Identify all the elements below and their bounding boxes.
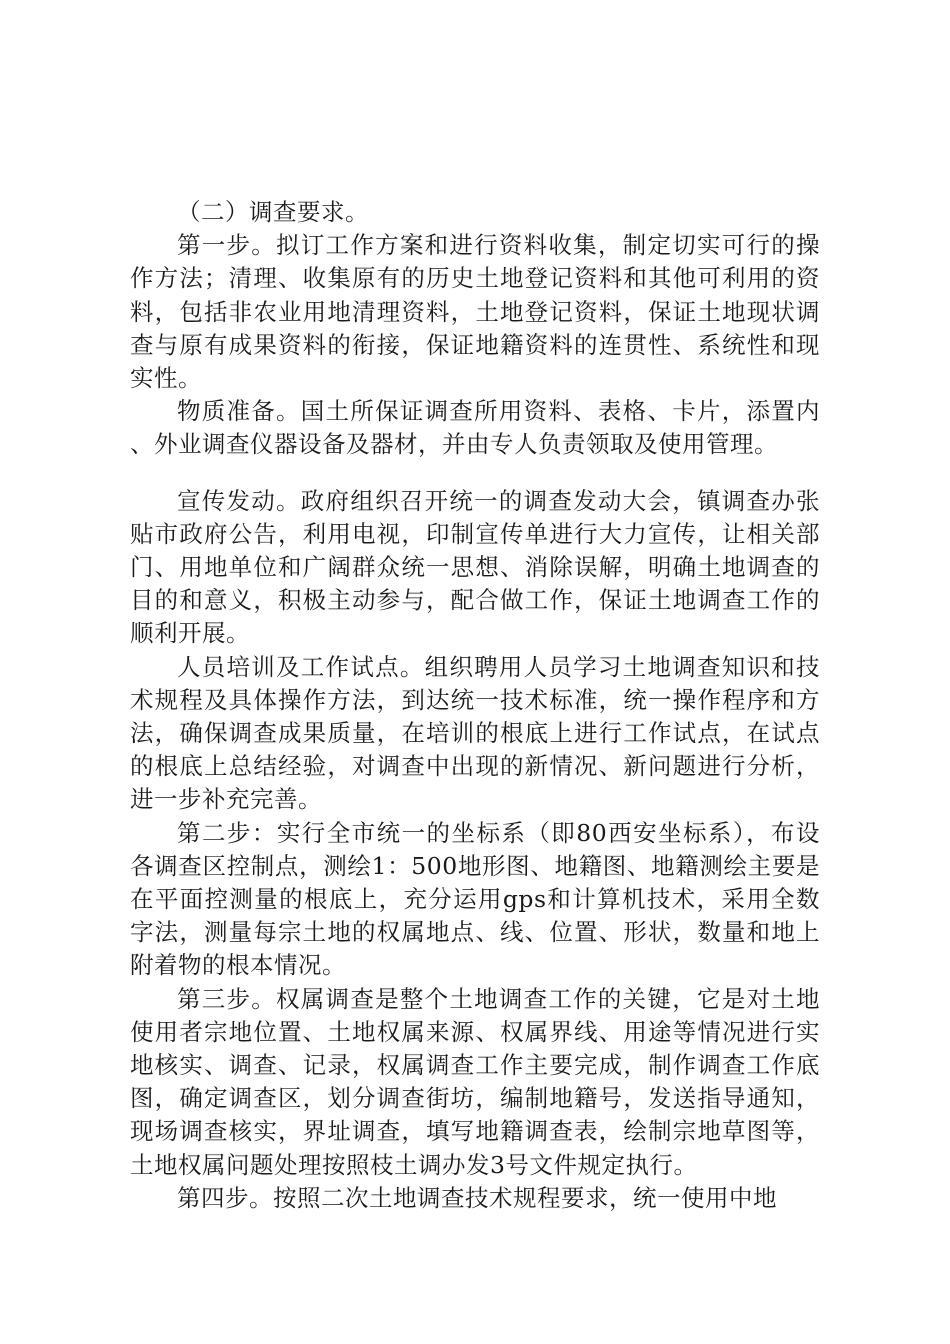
- paragraph-publicity: 宣传发动。政府组织召开统一的调查发动大会，镇调查办张贴市政府公告，利用电视，印制宣传单进行大力宣传，让相关部门、用地单位和广阔群众统一思想、消除误解，明确土地调查的目的和意义，积极主动参与，配合做工作，保证土地调查工作的顺利开展。: [130, 486, 820, 648]
- paragraph-material-preparation: 物质准备。国土所保证调查所用资料、表格、卡片，添置内、外业调查仪器设备及器材，并由专人负责领取及使用管理。: [130, 397, 820, 459]
- paragraph-step-one: 第一步。拟订工作方案和进行资料收集，制定切实可行的操作方法；清理、收集原有的历史土地登记资料和其他可利用的资料，包括非农业用地清理资料，土地登记资料，保证土地现状调查与原有成果资料的衔接，保证地籍资料的连贯性、系统性和现实性。: [130, 231, 820, 393]
- paragraph-training: 人员培训及工作试点。组织聘用人员学习土地调查知识和技术规程及具体操作方法，到达统一技术标准，统一操作程序和方法，确保调查成果质量，在培训的根底上进行工作试点，在试点的根底上总结经验，对调查中出现的新情况、新问题进行分析，进一步补充完善。: [130, 652, 820, 814]
- document-body: [130, 196, 820, 1215]
- paragraph-spacer: [130, 462, 820, 485]
- paragraph-step-four: 第四步。按照二次土地调查技术规程要求，统一使用中地: [177, 1183, 777, 1212]
- paragraph-step-three: 第三步。权属调查是整个土地调查工作的关键，它是对土地使用者宗地位置、土地权属来源、权属界线、用途等情况进行实地核实、调查、记录，权属调查工作主要完成，制作调查工作底图，确定调查区，划分调查街坊，编制地籍号，发送指导通知，现场调查核实，界址调查，填写地籍调查表，绘制宗地草图等，土地权属问题处理按照枝土调办发3号文件规定执行。: [130, 984, 820, 1179]
- paragraph-step-two: 第二步：实行全市统一的坐标系（即80西安坐标系），布设各调查区控制点，测绘1：500地形图、地籍图、地籍测绘主要是在平面控测量的根底上，充分运用gps和计算机技术，采用全数字法，测量每宗土地的权属地点、线、位置、形状，数量和地上附着物的根本情况。: [130, 818, 820, 980]
- section-heading: （二）调查要求。: [177, 198, 369, 226]
